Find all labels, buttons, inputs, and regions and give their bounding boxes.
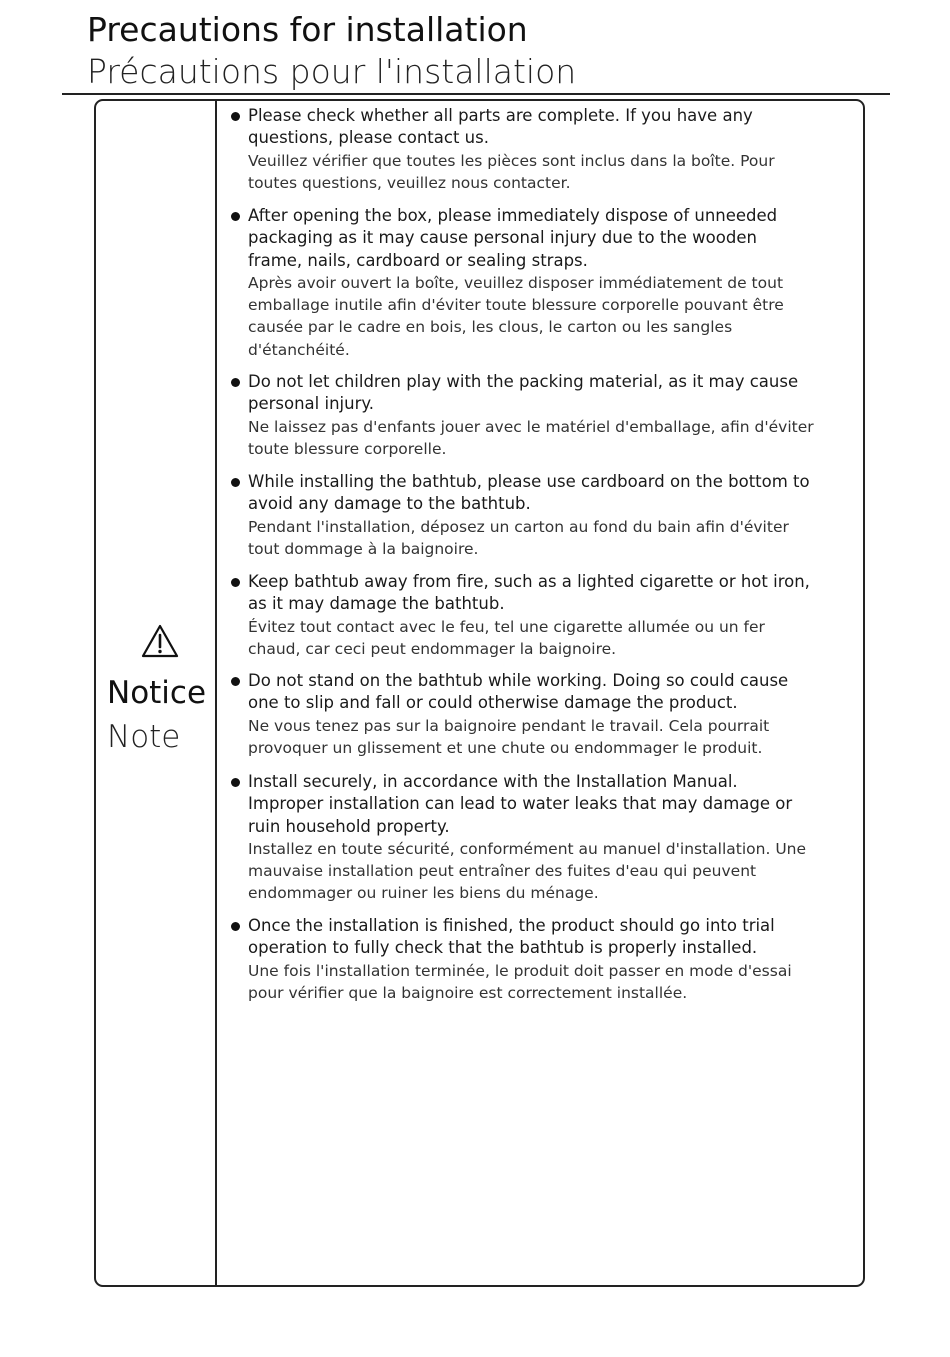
- bullet-icon: [231, 112, 240, 121]
- header-divider: [62, 93, 890, 95]
- instruction-english: After opening the box, please immediately dispose of unneeded packaging as it may cause personal injury due to the wooden frame, nails, cardboard or sealing straps.: [248, 206, 778, 270]
- bullet-icon: [231, 478, 240, 487]
- instruction-french: Une fois l'installation terminée, le produit doit passer en mode d'essai pour vérifier que la baignoire est correctement installée.: [248, 961, 792, 1002]
- warning-triangle-icon: [141, 624, 179, 658]
- list-item: [248, 205, 848, 361]
- instruction-french: Pendant l'installation, déposez un carton au fond du bain afin d'éviter tout dommage à la baignoire.: [248, 517, 789, 558]
- instruction-english: Do not stand on the bathtub while working. Doing so could cause one to slip and fall or could otherwise damage the product.: [248, 671, 789, 713]
- instruction-english: Keep bathtub away from fire, such as a lighted cigarette or hot iron, as it may damage the bathtub.: [248, 572, 810, 614]
- bullet-icon: [231, 922, 240, 931]
- instruction-french: Après avoir ouvert la boîte, veuillez disposer immédiatement de tout emballage inutile afin d'éviter toute blessure corporelle pouvant être causée par le cadre en bois, les clous, le carton ou les sangles d'étanchéité.: [248, 273, 784, 359]
- instruction-french: Installez en toute sécurité, conformément au manuel d'installation. Une mauvaise installation peut entraîner des fuites d'eau qui peuvent endommager ou ruiner les biens du ménage.: [248, 839, 807, 903]
- bullet-icon: [231, 677, 240, 686]
- instruction-english: Once the installation is finished, the product should go into trial operation to fully check that the bathtub is properly installed.: [248, 916, 775, 958]
- bullet-icon: [231, 212, 240, 221]
- notice-label-french: Note: [107, 719, 181, 755]
- list-item: [248, 471, 848, 560]
- instruction-french: Ne laissez pas d'enfants jouer avec le matériel d'emballage, afin d'éviter toute blessure corporelle.: [248, 417, 814, 458]
- bullet-icon: [231, 578, 240, 587]
- instruction-english: Please check whether all parts are complete. If you have any questions, please contact us.: [248, 106, 753, 148]
- page-title: Precautions for installation: [87, 10, 528, 49]
- bullet-icon: [231, 378, 240, 387]
- list-item: [248, 771, 848, 905]
- list-item: [248, 105, 848, 194]
- instruction-english: Do not let children play with the packing material, as it may cause personal injury.: [248, 372, 799, 414]
- bullet-icon: [231, 778, 240, 787]
- list-item: [248, 371, 848, 460]
- list-item: [248, 571, 848, 660]
- instruction-french: Ne vous tenez pas sur la baignoire pendant le travail. Cela pourrait provoquer un glissement et une chute ou endommager le produit.: [248, 716, 770, 757]
- list-item: [248, 915, 848, 1004]
- instruction-french: Veuillez vérifier que toutes les pièces sont inclus dans la boîte. Pour toutes questions, veuillez nous contacter.: [248, 151, 775, 192]
- notice-label: Notice: [107, 675, 207, 711]
- instruction-english: Install securely, in accordance with the Installation Manual. Improper installation can lead to water leaks that may damage or ruin household property.: [248, 772, 793, 836]
- instruction-english: While installing the bathtub, please use cardboard on the bottom to avoid any damage to the bathtub.: [248, 472, 810, 514]
- page-title-french: Précautions pour l'installation: [87, 52, 577, 91]
- instruction-french: Évitez tout contact avec le feu, tel une cigarette allumée ou un fer chaud, car ceci peut endommager la baignoire.: [248, 617, 765, 658]
- notice-column-divider: [215, 101, 217, 1285]
- list-item: [248, 670, 848, 759]
